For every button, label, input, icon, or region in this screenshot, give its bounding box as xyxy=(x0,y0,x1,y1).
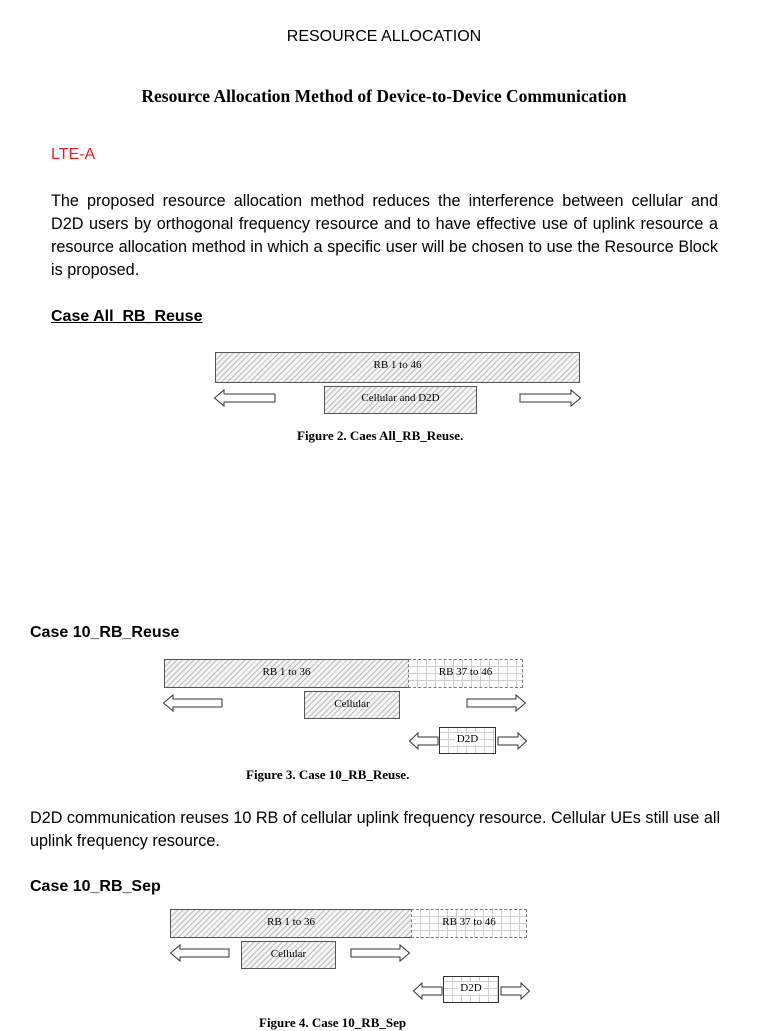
figure-3-caption: Figure 3. Case 10_RB_Reuse. xyxy=(246,767,410,782)
figure-4-caption: Figure 4. Case 10_RB_Sep xyxy=(259,1015,407,1030)
case-10-rb-reuse-description: D2D communication reuses 10 RB of cellular uplink frequency resource. Cellular UEs still use all uplink frequency resource. xyxy=(30,809,721,850)
left-arrow-icon xyxy=(170,944,230,962)
right-arrow-icon xyxy=(466,694,526,712)
d2d-label xyxy=(439,733,496,745)
cellular-label: Cellular xyxy=(334,698,370,710)
case-10-rb-sep-heading: Case 10_RB_Sep xyxy=(30,878,161,895)
case-10-rb-reuse-heading: Case 10_RB_Reuse xyxy=(30,624,180,641)
section-heading-lte-a: LTE-A xyxy=(51,146,96,163)
right-arrow-icon xyxy=(519,389,581,407)
left-arrow-icon xyxy=(163,694,223,712)
left-arrow-icon xyxy=(409,732,439,750)
figure-2-caption: Figure 2. Caes All_RB_Reuse. xyxy=(297,428,464,443)
document-subtitle: Resource Allocation Method of Device-to-Device Communication xyxy=(141,86,627,106)
cellular-label: Cellular xyxy=(270,948,307,960)
rb-band-right-label: RB 37 to 46 xyxy=(442,916,496,928)
left-arrow-icon xyxy=(413,982,443,1000)
rb-band-right-label: RB 37 to 46 xyxy=(438,666,493,678)
rb-band-left-label: RB 1 to 36 xyxy=(267,916,315,928)
d2d-label-text: D2D xyxy=(460,982,482,994)
right-arrow-icon xyxy=(497,732,527,750)
intro-paragraph: The proposed resource allocation method reduces the interference between cellular and D2D users by orthogonal frequency resource and to have effective use of uplink resource a resource allocation method in which a specific user will be chosen to use the Resource Block is proposed. xyxy=(51,192,718,279)
right-arrow-icon xyxy=(500,982,530,1000)
left-arrow-icon xyxy=(214,389,276,407)
d2d-label-text: D2D xyxy=(456,733,479,745)
document-title: RESOURCE ALLOCATION xyxy=(286,28,482,45)
rb-band-left-label: RB 1 to 36 xyxy=(262,666,311,678)
cellular-d2d-label: Cellular and D2D xyxy=(361,392,440,404)
d2d-label xyxy=(443,982,499,994)
right-arrow-icon xyxy=(350,944,410,962)
rb-band-label: RB 1 to 46 xyxy=(373,359,422,371)
case-all-rb-reuse-heading: Case All_RB_Reuse xyxy=(51,308,203,325)
